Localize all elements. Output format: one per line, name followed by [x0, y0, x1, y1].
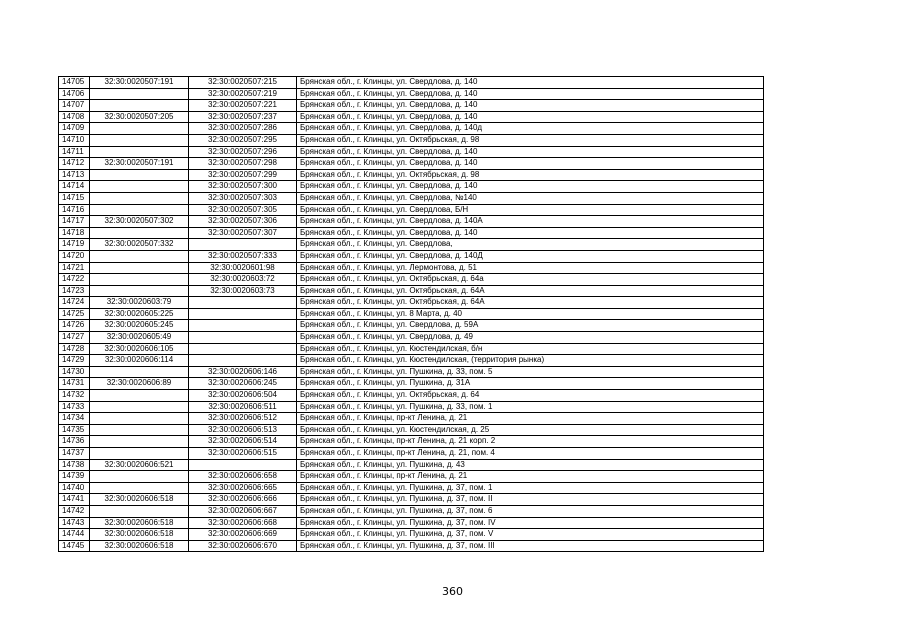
row-number-cell: 14743	[59, 517, 90, 529]
table-row	[59, 366, 764, 378]
cadastral-number-cell	[189, 320, 297, 332]
parent-cadastral-number-cell	[90, 100, 189, 112]
parent-cadastral-number-cell: 32:30:0020605:49	[90, 332, 189, 344]
address-cell: Брянская обл., г. Клинцы, ул. Кюстендилская, д. 25	[297, 424, 764, 436]
table-row	[59, 494, 764, 506]
table-row	[59, 505, 764, 517]
address-cell: Брянская обл., г. Клинцы, ул. Пушкина, д. 33, пом. 1	[297, 401, 764, 413]
row-number-cell: 14717	[59, 216, 90, 228]
table-row	[59, 332, 764, 344]
table-row	[59, 100, 764, 112]
address-cell: Брянская обл., г. Клинцы, ул. Пушкина, д. 37, пом. II	[297, 494, 764, 506]
table-row	[59, 436, 764, 448]
parent-cadastral-number-cell: 32:30:0020507:302	[90, 216, 189, 228]
cadastral-number-cell: 32:30:0020606:669	[189, 529, 297, 541]
parent-cadastral-number-cell: 32:30:0020507:191	[90, 158, 189, 170]
address-cell: Брянская обл., г. Клинцы, пр-кт Ленина, д. 21	[297, 413, 764, 425]
table-row	[59, 320, 764, 332]
parent-cadastral-number-cell	[90, 204, 189, 216]
address-cell: Брянская обл., г. Клинцы, ул. Октябрьская, д. 64А	[297, 297, 764, 309]
cadastral-number-cell: 32:30:0020601:98	[189, 262, 297, 274]
row-number-cell: 14742	[59, 505, 90, 517]
cadastral-number-cell: 32:30:0020606:245	[189, 378, 297, 390]
parent-cadastral-number-cell	[90, 227, 189, 239]
address-cell: Брянская обл., г. Клинцы, ул. Октябрьская, д. 64А	[297, 285, 764, 297]
address-cell: Брянская обл., г. Клинцы, ул. Свердлова, Б/Н	[297, 204, 764, 216]
row-number-cell: 14737	[59, 448, 90, 460]
cadastral-number-cell: 32:30:0020603:72	[189, 274, 297, 286]
row-number-cell: 14726	[59, 320, 90, 332]
parent-cadastral-number-cell	[90, 505, 189, 517]
table-row	[59, 343, 764, 355]
table-row	[59, 390, 764, 402]
parent-cadastral-number-cell: 32:30:0020606:518	[90, 540, 189, 552]
address-cell: Брянская обл., г. Клинцы, ул. Свердлова, д. 140	[297, 111, 764, 123]
address-cell: Брянская обл., г. Клинцы, ул. Пушкина, д. 37, пом. V	[297, 529, 764, 541]
parent-cadastral-number-cell	[90, 88, 189, 100]
address-cell: Брянская обл., г. Клинцы, ул. Пушкина, д. 37, пом. IV	[297, 517, 764, 529]
address-cell: Брянская обл., г. Клинцы, ул. Пушкина, д. 33, пом. 5	[297, 366, 764, 378]
parent-cadastral-number-cell	[90, 146, 189, 158]
address-cell: Брянская обл., г. Клинцы, ул. Октябрьская, д. 98	[297, 169, 764, 181]
table-row	[59, 517, 764, 529]
row-number-cell: 14739	[59, 471, 90, 483]
table-row	[59, 77, 764, 89]
parent-cadastral-number-cell: 32:30:0020606:518	[90, 494, 189, 506]
parent-cadastral-number-cell	[90, 274, 189, 286]
row-number-cell: 14706	[59, 88, 90, 100]
cadastral-number-cell: 32:30:0020606:146	[189, 366, 297, 378]
address-cell: Брянская обл., г. Клинцы, ул. Кюстендилская, б/н	[297, 343, 764, 355]
table-row	[59, 529, 764, 541]
table-row	[59, 134, 764, 146]
cadastral-number-cell: 32:30:0020606:670	[189, 540, 297, 552]
row-number-cell: 14725	[59, 308, 90, 320]
cadastral-number-cell: 32:30:0020507:307	[189, 227, 297, 239]
row-number-cell: 14712	[59, 158, 90, 170]
row-number-cell: 14719	[59, 239, 90, 251]
cadastral-table	[58, 76, 764, 552]
cadastral-number-cell	[189, 308, 297, 320]
address-cell: Брянская обл., г. Клинцы, ул. Свердлова, д. 140Д	[297, 250, 764, 262]
cadastral-number-cell: 32:30:0020606:504	[189, 390, 297, 402]
address-cell: Брянская обл., г. Клинцы, ул. Свердлова, д. 140	[297, 88, 764, 100]
table-row	[59, 146, 764, 158]
row-number-cell: 14711	[59, 146, 90, 158]
row-number-cell: 14705	[59, 77, 90, 89]
parent-cadastral-number-cell: 32:30:0020605:225	[90, 308, 189, 320]
parent-cadastral-number-cell: 32:30:0020507:205	[90, 111, 189, 123]
cadastral-number-cell	[189, 332, 297, 344]
table-row	[59, 459, 764, 471]
table-row	[59, 204, 764, 216]
table-row	[59, 227, 764, 239]
table-row	[59, 540, 764, 552]
address-cell: Брянская обл., г. Клинцы, ул. Свердлова, д. 140	[297, 227, 764, 239]
table-row	[59, 169, 764, 181]
parent-cadastral-number-cell	[90, 262, 189, 274]
row-number-cell: 14714	[59, 181, 90, 193]
table-row	[59, 123, 764, 135]
address-cell: Брянская обл., г. Клинцы, ул. 8 Марта, д. 40	[297, 308, 764, 320]
parent-cadastral-number-cell	[90, 413, 189, 425]
table-row	[59, 192, 764, 204]
cadastral-number-cell	[189, 343, 297, 355]
parent-cadastral-number-cell	[90, 448, 189, 460]
cadastral-number-cell: 32:30:0020606:658	[189, 471, 297, 483]
address-cell: Брянская обл., г. Клинцы, ул. Свердлова, д. 140	[297, 146, 764, 158]
parent-cadastral-number-cell	[90, 482, 189, 494]
parent-cadastral-number-cell	[90, 436, 189, 448]
row-number-cell: 14738	[59, 459, 90, 471]
parent-cadastral-number-cell	[90, 250, 189, 262]
address-cell: Брянская обл., г. Клинцы, пр-кт Ленина, д. 21	[297, 471, 764, 483]
cadastral-number-cell: 32:30:0020606:512	[189, 413, 297, 425]
address-cell: Брянская обл., г. Клинцы, ул. Свердлова, д. 140	[297, 77, 764, 89]
parent-cadastral-number-cell: 32:30:0020603:79	[90, 297, 189, 309]
table-row	[59, 239, 764, 251]
address-cell: Брянская обл., г. Клинцы, ул. Свердлова, д. 140А	[297, 216, 764, 228]
cadastral-number-cell: 32:30:0020606:666	[189, 494, 297, 506]
table-row	[59, 158, 764, 170]
row-number-cell: 14710	[59, 134, 90, 146]
parent-cadastral-number-cell: 32:30:0020605:245	[90, 320, 189, 332]
parent-cadastral-number-cell	[90, 471, 189, 483]
parent-cadastral-number-cell: 32:30:0020606:518	[90, 517, 189, 529]
cadastral-number-cell: 32:30:0020507:306	[189, 216, 297, 228]
address-cell: Брянская обл., г. Клинцы, ул. Свердлова,	[297, 239, 764, 251]
cadastral-number-cell: 32:30:0020606:515	[189, 448, 297, 460]
table-row	[59, 181, 764, 193]
parent-cadastral-number-cell: 32:30:0020606:518	[90, 529, 189, 541]
row-number-cell: 14707	[59, 100, 90, 112]
cadastral-number-cell: 32:30:0020606:513	[189, 424, 297, 436]
cadastral-number-cell: 32:30:0020507:295	[189, 134, 297, 146]
table-row	[59, 216, 764, 228]
row-number-cell: 14722	[59, 274, 90, 286]
table-row	[59, 471, 764, 483]
parent-cadastral-number-cell	[90, 181, 189, 193]
address-cell: Брянская обл., г. Клинцы, ул. Пушкина, д. 37, пом. 6	[297, 505, 764, 517]
cadastral-number-cell: 32:30:0020507:298	[189, 158, 297, 170]
row-number-cell: 14740	[59, 482, 90, 494]
cadastral-number-cell	[189, 355, 297, 367]
address-cell: Брянская обл., г. Клинцы, ул. Свердлова, №140	[297, 192, 764, 204]
table-row	[59, 111, 764, 123]
row-number-cell: 14731	[59, 378, 90, 390]
address-cell: Брянская обл., г. Клинцы, ул. Лермонтова, д. 51	[297, 262, 764, 274]
row-number-cell: 14727	[59, 332, 90, 344]
address-cell: Брянская обл., г. Клинцы, пр-кт Ленина, д. 21 корп. 2	[297, 436, 764, 448]
address-cell: Брянская обл., г. Клинцы, ул. Октябрьская, д. 98	[297, 134, 764, 146]
cadastral-number-cell: 32:30:0020603:73	[189, 285, 297, 297]
row-number-cell: 14734	[59, 413, 90, 425]
table-row	[59, 250, 764, 262]
row-number-cell: 14723	[59, 285, 90, 297]
cadastral-number-cell: 32:30:0020507:215	[189, 77, 297, 89]
table-row	[59, 378, 764, 390]
table-row	[59, 274, 764, 286]
parent-cadastral-number-cell	[90, 169, 189, 181]
table-row	[59, 413, 764, 425]
address-cell: Брянская обл., г. Клинцы, ул. Свердлова, д. 140	[297, 158, 764, 170]
row-number-cell: 14718	[59, 227, 90, 239]
table-row	[59, 448, 764, 460]
cadastral-number-cell	[189, 239, 297, 251]
parent-cadastral-number-cell	[90, 123, 189, 135]
address-cell: Брянская обл., г. Клинцы, ул. Свердлова, д. 59А	[297, 320, 764, 332]
row-number-cell: 14721	[59, 262, 90, 274]
parent-cadastral-number-cell	[90, 366, 189, 378]
row-number-cell: 14715	[59, 192, 90, 204]
table-row	[59, 308, 764, 320]
row-number-cell: 14741	[59, 494, 90, 506]
row-number-cell: 14720	[59, 250, 90, 262]
row-number-cell: 14733	[59, 401, 90, 413]
table-row	[59, 424, 764, 436]
cadastral-number-cell: 32:30:0020507:221	[189, 100, 297, 112]
row-number-cell: 14728	[59, 343, 90, 355]
parent-cadastral-number-cell: 32:30:0020606:114	[90, 355, 189, 367]
address-cell: Брянская обл., г. Клинцы, ул. Пушкина, д. 31А	[297, 378, 764, 390]
cadastral-number-cell: 32:30:0020606:511	[189, 401, 297, 413]
cadastral-number-cell: 32:30:0020606:667	[189, 505, 297, 517]
row-number-cell: 14709	[59, 123, 90, 135]
cadastral-number-cell: 32:30:0020606:514	[189, 436, 297, 448]
parent-cadastral-number-cell	[90, 134, 189, 146]
cadastral-number-cell	[189, 459, 297, 471]
table-row	[59, 88, 764, 100]
address-cell: Брянская обл., г. Клинцы, ул. Октябрьская, д. 64а	[297, 274, 764, 286]
address-cell: Брянская обл., г. Клинцы, ул. Свердлова, д. 49	[297, 332, 764, 344]
cadastral-number-cell: 32:30:0020507:333	[189, 250, 297, 262]
table-body	[59, 77, 764, 552]
parent-cadastral-number-cell	[90, 285, 189, 297]
parent-cadastral-number-cell: 32:30:0020507:332	[90, 239, 189, 251]
row-number-cell: 14732	[59, 390, 90, 402]
address-cell: Брянская обл., г. Клинцы, ул. Свердлова, д. 140	[297, 100, 764, 112]
cadastral-number-cell: 32:30:0020507:300	[189, 181, 297, 193]
cadastral-number-cell: 32:30:0020507:296	[189, 146, 297, 158]
parent-cadastral-number-cell: 32:30:0020606:89	[90, 378, 189, 390]
table-row	[59, 355, 764, 367]
cadastral-number-cell: 32:30:0020507:299	[189, 169, 297, 181]
parent-cadastral-number-cell	[90, 390, 189, 402]
address-cell: Брянская обл., г. Клинцы, ул. Свердлова, д. 140д	[297, 123, 764, 135]
cadastral-number-cell: 32:30:0020507:303	[189, 192, 297, 204]
address-cell: Брянская обл., г. Клинцы, пр-кт Ленина, д. 21, пом. 4	[297, 448, 764, 460]
cadastral-number-cell: 32:30:0020507:237	[189, 111, 297, 123]
table-row	[59, 285, 764, 297]
table-row	[59, 401, 764, 413]
row-number-cell: 14708	[59, 111, 90, 123]
table-row	[59, 262, 764, 274]
table-row	[59, 297, 764, 309]
cadastral-number-cell	[189, 297, 297, 309]
row-number-cell: 14729	[59, 355, 90, 367]
cadastral-number-cell: 32:30:0020606:668	[189, 517, 297, 529]
page-number: 360	[442, 585, 463, 598]
row-number-cell: 14730	[59, 366, 90, 378]
table-row	[59, 482, 764, 494]
address-cell: Брянская обл., г. Клинцы, ул. Пушкина, д. 37, пом. III	[297, 540, 764, 552]
parent-cadastral-number-cell: 32:30:0020606:521	[90, 459, 189, 471]
cadastral-number-cell: 32:30:0020507:305	[189, 204, 297, 216]
address-cell: Брянская обл., г. Клинцы, ул. Пушкина, д. 37, пом. 1	[297, 482, 764, 494]
row-number-cell: 14716	[59, 204, 90, 216]
parent-cadastral-number-cell: 32:30:0020606:105	[90, 343, 189, 355]
cadastral-number-cell: 32:30:0020507:219	[189, 88, 297, 100]
parent-cadastral-number-cell	[90, 401, 189, 413]
parent-cadastral-number-cell	[90, 424, 189, 436]
row-number-cell: 14745	[59, 540, 90, 552]
address-cell: Брянская обл., г. Клинцы, ул. Свердлова, д. 140	[297, 181, 764, 193]
row-number-cell: 14744	[59, 529, 90, 541]
address-cell: Брянская обл., г. Клинцы, ул. Кюстендилская, (территория рынка)	[297, 355, 764, 367]
address-cell: Брянская обл., г. Клинцы, ул. Пушкина, д. 43	[297, 459, 764, 471]
parent-cadastral-number-cell: 32:30:0020507:191	[90, 77, 189, 89]
row-number-cell: 14724	[59, 297, 90, 309]
row-number-cell: 14736	[59, 436, 90, 448]
address-cell: Брянская обл., г. Клинцы, ул. Октябрьская, д. 64	[297, 390, 764, 402]
cadastral-number-cell: 32:30:0020507:286	[189, 123, 297, 135]
parent-cadastral-number-cell	[90, 192, 189, 204]
cadastral-number-cell: 32:30:0020606:665	[189, 482, 297, 494]
row-number-cell: 14713	[59, 169, 90, 181]
row-number-cell: 14735	[59, 424, 90, 436]
